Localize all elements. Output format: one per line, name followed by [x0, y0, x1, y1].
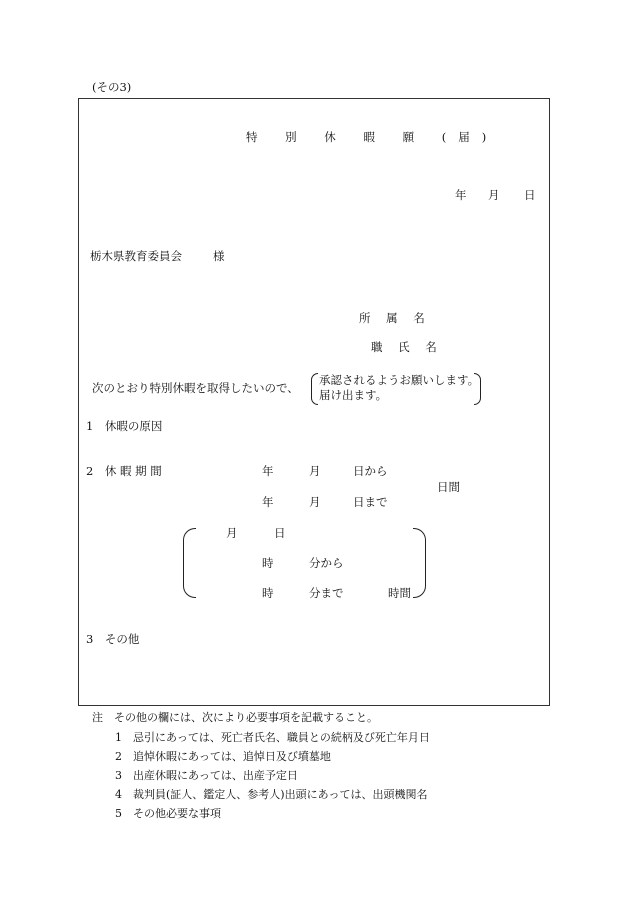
period-to-suffix: 日まで: [353, 495, 388, 509]
request-option-approve: 承認されるようお願いします。: [319, 373, 480, 387]
period-to-year: 年: [262, 495, 274, 509]
request-left-bracket: [311, 373, 318, 405]
hours-month: 月: [226, 526, 238, 540]
hours-to-minute: 分まで: [309, 586, 344, 600]
addressee: 栃木県教育委員会: [90, 249, 182, 263]
period-from-suffix: 日から: [353, 464, 388, 478]
notes-item: 1 忌引にあっては、死亡者氏名、職員との続柄及び死亡年月日: [115, 731, 430, 744]
notes-heading: 注 その他の欄には、次により必要事項を記載すること。: [92, 711, 378, 724]
hours-left-bracket: [183, 528, 196, 598]
addressee-suffix: 様: [213, 249, 225, 263]
hours-total: 時間: [388, 586, 411, 600]
hours-day: 日: [274, 526, 286, 540]
request-right-bracket: [474, 373, 481, 405]
affiliation-label: 所 属 名: [359, 311, 431, 325]
request-sentence: 次のとおり特別休暇を取得したいので、: [92, 381, 299, 395]
date-month-label: 月: [488, 188, 500, 202]
hours-right-bracket: [413, 528, 426, 598]
name-label: 職 氏 名: [371, 340, 443, 354]
section-reason: 1 休暇の原因: [86, 419, 163, 433]
form-number: (その3): [92, 80, 132, 94]
notes-item: 3 出産休暇にあっては、出産予定日: [115, 769, 298, 782]
notes-item: 4 裁判員(証人、鑑定人、参考人)出頭にあっては、出頭機関名: [115, 788, 428, 801]
period-from-year: 年: [262, 464, 274, 478]
notes-item: 5 その他必要な事項: [115, 807, 221, 820]
hours-from-hour: 時: [262, 556, 274, 570]
date-year-label: 年: [455, 188, 467, 202]
hours-from-minute: 分から: [309, 556, 344, 570]
form-title: 特 別 休 暇 願 (届): [246, 130, 499, 144]
hours-to-hour: 時: [262, 586, 274, 600]
section-other: 3 その他: [86, 632, 140, 646]
notes-item: 2 追悼休暇にあっては、追悼日及び墳墓地: [115, 750, 331, 763]
date-day-label: 日: [524, 188, 536, 202]
request-option-notify: 届け出ます。: [319, 388, 388, 402]
section-period: 2 休 暇 期 間: [86, 464, 162, 478]
period-from-month: 月: [309, 464, 321, 478]
period-to-month: 月: [309, 495, 321, 509]
period-days-total: 日間: [437, 480, 460, 494]
